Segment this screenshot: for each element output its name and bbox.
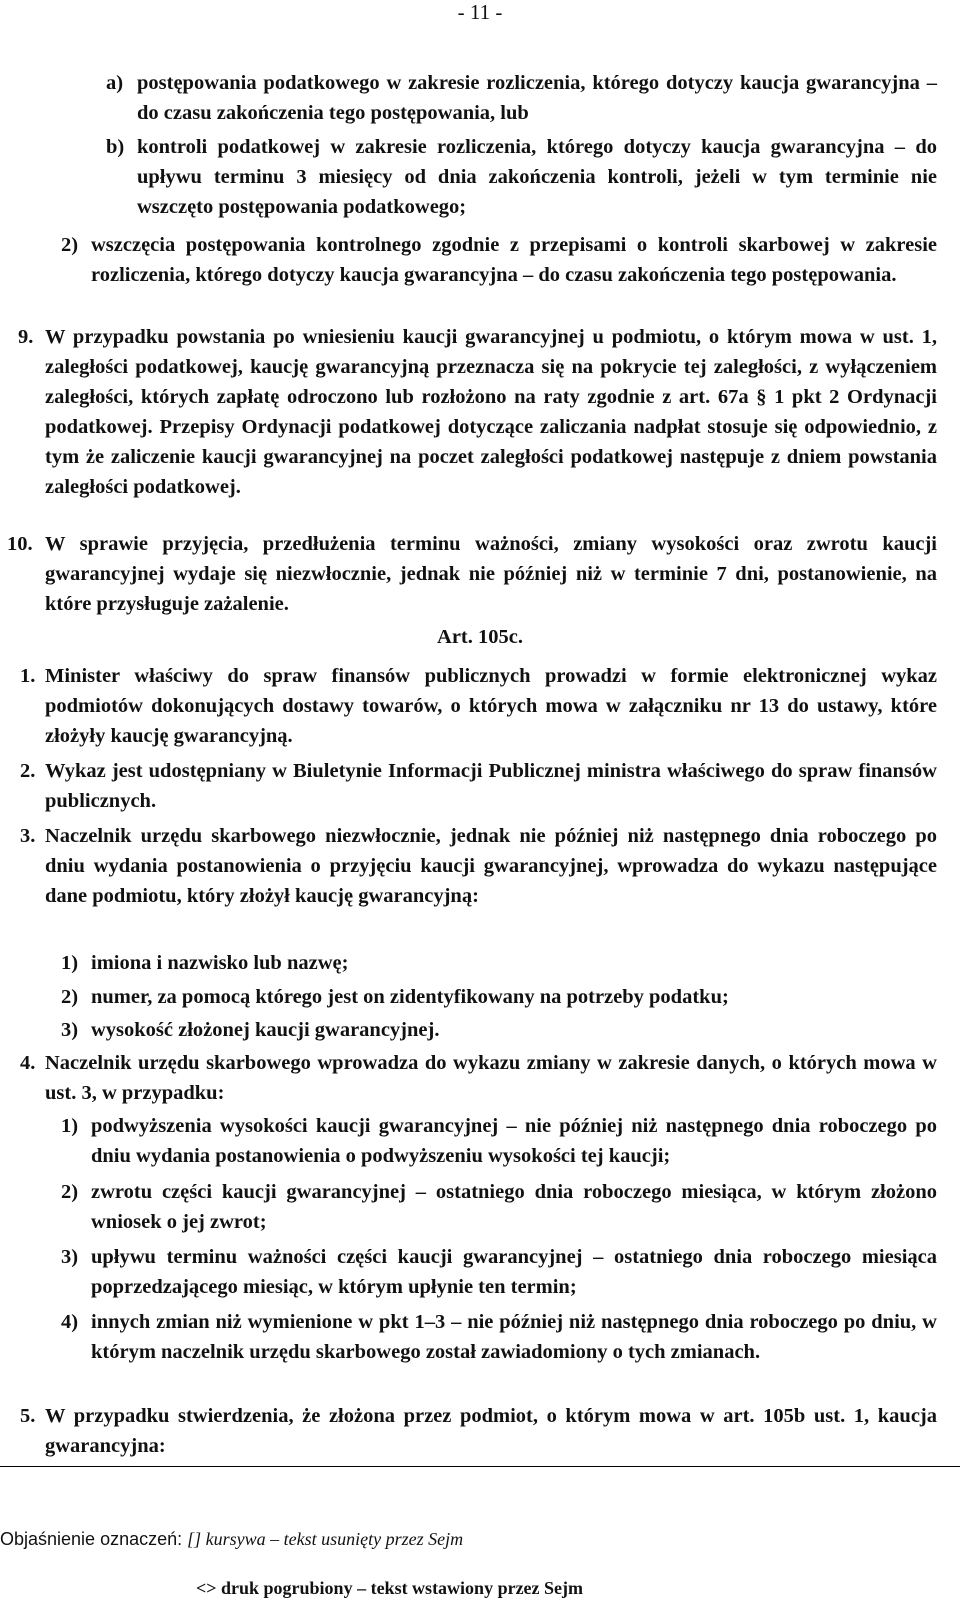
paragraph-text: Minister właściwy do spraw finansów publicznych prowadzi w formie elektronicznej wykaz podmiotów dokonujących dostawy towarów, o których mowa w załączniku nr 13 do ustawy, które złożyły kaucję gwarancyjną. bbox=[45, 665, 937, 747]
paragraph-a bbox=[106, 68, 937, 128]
paragraph-text: W sprawie przyjęcia, przedłużenia terminu ważności, zmiany wysokości oraz zwrotu kaucji gwarancyjnej wydaje się niezwłocznie, jednak nie później niż w terminie 7 dni, postanowienie, na które przysługuje zażalenie. bbox=[45, 533, 937, 615]
paragraph-text: W przypadku stwierdzenia, że złożona przez podmiot, o którym mowa w art. 105b ust. 1, kaucja gwarancyjna: bbox=[45, 1405, 937, 1457]
paragraph-label: 1. bbox=[20, 665, 36, 687]
page-number: - 11 - bbox=[457, 0, 503, 24]
legend-italic-note: [] kursywa – tekst usunięty przez Sejm bbox=[187, 1529, 464, 1549]
list-item bbox=[61, 948, 937, 978]
list-item bbox=[61, 1015, 937, 1045]
paragraph-text: wszczęcia postępowania kontrolnego zgodnie z przepisami o kontroli skarbowej w zakresie rozliczenia, którego dotyczy kaucja gwarancyjna – do czasu zakończenia tego postępowania. bbox=[91, 234, 937, 286]
paragraph-text: Wykaz jest udostępniany w Biuletynie Informacji Publicznej ministra właściwego do spraw finansów publicznych. bbox=[45, 760, 937, 812]
footer-divider bbox=[0, 1466, 960, 1467]
paragraph-label: 3) bbox=[61, 1019, 79, 1041]
paragraph-2 bbox=[61, 230, 937, 290]
article-item-5 bbox=[20, 1401, 937, 1461]
paragraph-label: 9. bbox=[18, 326, 34, 348]
paragraph-label: 2. bbox=[20, 760, 36, 782]
list-item bbox=[61, 1177, 937, 1237]
paragraph-text: W przypadku powstania po wniesieniu kaucji gwarancyjnej u podmiotu, o którym mowa w ust. 1, zaległości podatkowej, kaucję gwarancyjną przeznacza się na pokrycie tej zaległości, z wyłączeniem zaległości, których zapłatę odroczono lub rozłożono na raty zgodnie z art. 67a § 1 pkt 2 Ordynacji podatkowej. Przepisy Ordynacji podatkowej dotyczące zaliczania nadpłat stosuje się odpowiednio, z tym że zaliczenie kaucji gwarancyjnej na poczet zaległości podatkowej następuje z dniem powstania zaległości podatkowej. bbox=[45, 326, 937, 498]
paragraph-label: 1) bbox=[61, 1115, 79, 1137]
legend-line bbox=[0, 1528, 463, 1550]
paragraph-label: 2) bbox=[61, 234, 79, 256]
article-item-2 bbox=[20, 756, 937, 816]
paragraph-label: 3) bbox=[61, 1246, 79, 1268]
paragraph-text: zwrotu części kaucji gwarancyjnej – ostatniego dnia roboczego miesiąca, w którym złożono wniosek o jej zwrot; bbox=[91, 1181, 937, 1233]
paragraph-label: 2) bbox=[61, 986, 79, 1008]
paragraph-label: 4) bbox=[61, 1311, 79, 1333]
paragraph-label: 3. bbox=[20, 825, 36, 847]
legend-bold-note: <> druk pogrubiony – tekst wstawiony przez Sejm bbox=[196, 1578, 584, 1598]
paragraph-text: numer, za pomocą którego jest on zidentyfikowany na potrzeby podatku; bbox=[91, 986, 729, 1008]
paragraph-label: 4. bbox=[20, 1052, 36, 1074]
paragraph-text: imiona i nazwisko lub nazwę; bbox=[91, 952, 349, 974]
list-item bbox=[61, 982, 937, 1012]
paragraph-b bbox=[106, 132, 937, 222]
list-item bbox=[61, 1111, 937, 1171]
paragraph-text: kontroli podatkowej w zakresie rozliczenia, którego dotyczy kaucja gwarancyjna – do upływu terminu 3 miesięcy od dnia zakończenia kontroli, jeżeli w tym terminie nie wszczęto postępowania podatkowego; bbox=[137, 136, 937, 218]
paragraph-label: 2) bbox=[61, 1181, 79, 1203]
article-item-3 bbox=[20, 821, 937, 911]
paragraph-text: podwyższenia wysokości kaucji gwarancyjnej – nie później niż następnego dnia roboczego po dniu wydania postanowienia o podwyższeniu wysokości tej kaucji; bbox=[91, 1115, 937, 1167]
paragraph-text: postępowania podatkowego w zakresie rozliczenia, którego dotyczy kaucja gwarancyjna – do czasu zakończenia tego postępowania, lub bbox=[137, 72, 937, 124]
list-item bbox=[61, 1242, 937, 1302]
paragraph-text: wysokość złożonej kaucji gwarancyjnej. bbox=[91, 1019, 440, 1041]
paragraph-label: a) bbox=[106, 72, 124, 94]
paragraph-10 bbox=[7, 529, 937, 619]
paragraph-label: 5. bbox=[20, 1405, 36, 1427]
paragraph-text: Naczelnik urzędu skarbowego wprowadza do wykazu zmiany w zakresie danych, o których mowa w ust. 3, w przypadku: bbox=[45, 1052, 937, 1104]
legend-title: Objaśnienie oznaczeń: bbox=[0, 1529, 183, 1549]
paragraph-9 bbox=[18, 322, 937, 502]
article-item-4 bbox=[20, 1048, 937, 1108]
paragraph-label: 1) bbox=[61, 952, 79, 974]
paragraph-text: upływu terminu ważności części kaucji gwarancyjnej – ostatniego dnia roboczego miesiąca poprzedzającego miesiąc, w którym upłynie ten termin; bbox=[91, 1246, 937, 1298]
paragraph-label: b) bbox=[106, 136, 125, 158]
article-heading: Art. 105c. bbox=[437, 626, 523, 648]
article-item-1 bbox=[20, 661, 937, 751]
paragraph-label: 10. bbox=[7, 533, 33, 555]
paragraph-text: Naczelnik urzędu skarbowego niezwłocznie, jednak nie później niż następnego dnia roboczego po dniu wydania postanowienia o przyjęciu kaucji gwarancyjnej, wprowadza do wykazu następujące dane podmiotu, który złożył kaucję gwarancyjną: bbox=[45, 825, 937, 907]
list-item bbox=[61, 1307, 937, 1367]
paragraph-text: innych zmian niż wymienione w pkt 1–3 – nie później niż następnego dnia roboczego po dniu, w którym naczelnik urzędu skarbowego został zawiadomiony o tych zmianach. bbox=[91, 1311, 937, 1363]
